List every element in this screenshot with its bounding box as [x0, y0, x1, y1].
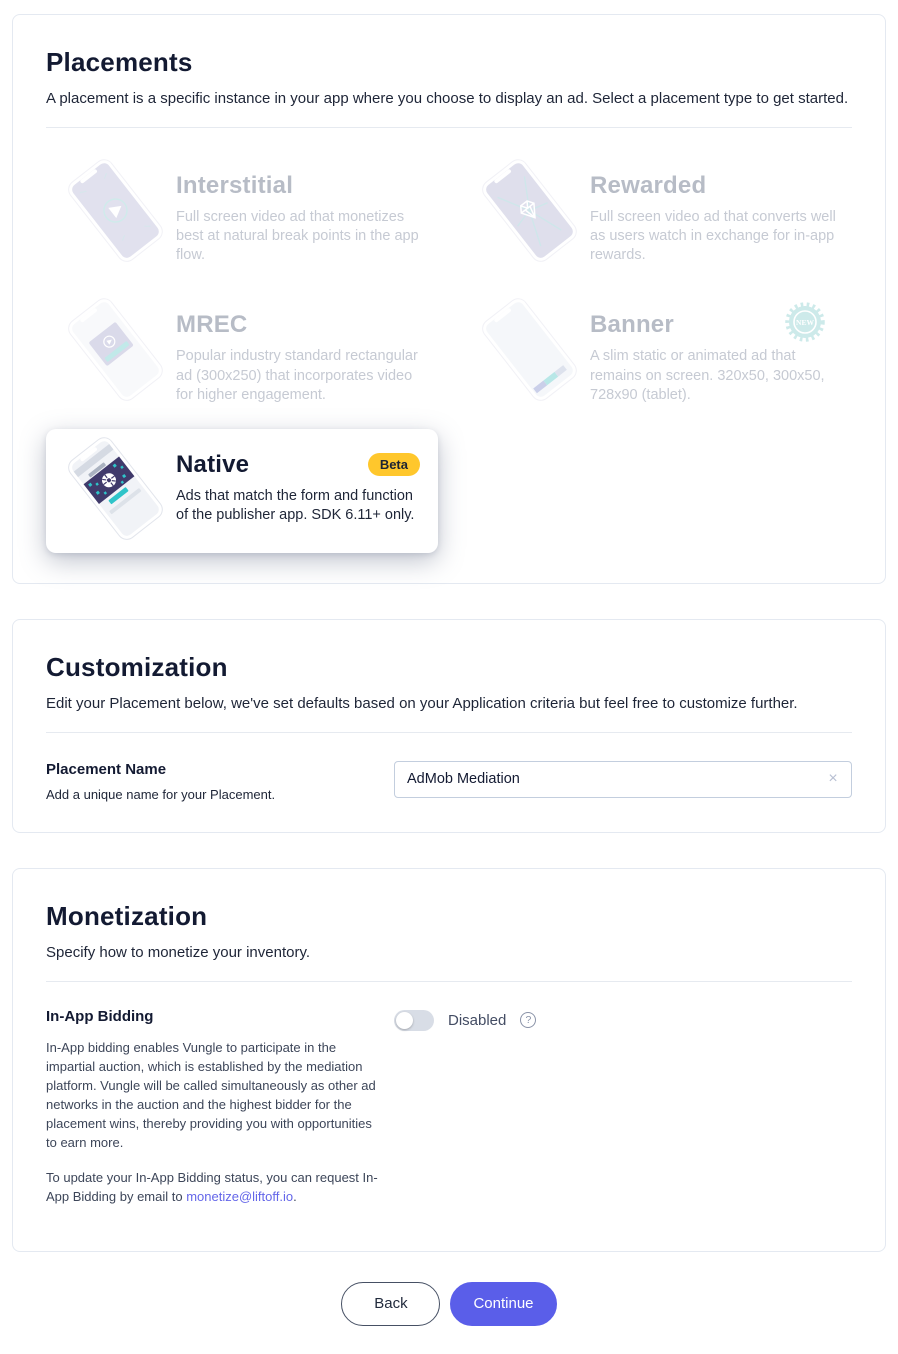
- beta-badge: Beta: [368, 453, 420, 476]
- in-app-bidding-toggle[interactable]: [394, 1010, 434, 1031]
- placement-option-description: Full screen video ad that monetizes best at natural break points in the app flow.: [176, 209, 419, 264]
- customization-card: [12, 619, 886, 833]
- interstitial-phone-icon: [58, 160, 176, 264]
- rewarded-phone-icon: [472, 160, 590, 264]
- native-phone-icon: [58, 439, 176, 543]
- placement-option-mrec[interactable]: [46, 289, 438, 414]
- banner-phone-icon: [472, 299, 590, 403]
- placement-option-title: Interstitial: [176, 172, 294, 199]
- in-app-bidding-state: Disabled: [448, 1011, 507, 1029]
- placements-card: [12, 14, 886, 584]
- back-button[interactable]: Back: [341, 1282, 440, 1326]
- placement-option-rewarded[interactable]: [460, 150, 852, 275]
- divider: [46, 981, 852, 982]
- placement-option-title: MREC: [176, 311, 248, 339]
- help-icon[interactable]: ?: [520, 1012, 536, 1028]
- placement-option-description: A slim static or animated ad that remains on screen. 320x50, 300x50, 728x90 (tablet).: [590, 348, 825, 403]
- placements-title: Placements: [46, 47, 193, 77]
- placement-option-title: Banner: [590, 311, 674, 339]
- placements-subtitle: A placement is a specific instance in your app where you choose to display an ad. Select a placement type to get started.: [46, 90, 849, 107]
- divider: [46, 732, 852, 733]
- in-app-bidding-request-text: [46, 1169, 378, 1207]
- divider: [46, 127, 852, 128]
- placement-option-interstitial[interactable]: [46, 150, 438, 275]
- monetization-subtitle: Specify how to monetize your inventory.: [46, 943, 311, 961]
- new-badge: [784, 301, 826, 348]
- placement-option-native[interactable]: [46, 429, 438, 553]
- placement-option-description: Full screen video ad that converts well as users watch in exchange for in-app rewards.: [590, 209, 836, 264]
- placement-name-input[interactable]: [394, 761, 852, 798]
- request-text: To update your In-App Bidding status, you can request In-App Bidding by email to: [46, 1169, 378, 1204]
- placement-option-title: Native: [176, 450, 250, 478]
- mrec-phone-icon: [58, 299, 176, 403]
- placement-name-label: Placement Name: [46, 760, 167, 778]
- placement-name-row: [46, 761, 852, 802]
- in-app-bidding-row: [46, 1008, 852, 1207]
- clear-input-icon[interactable]: ×: [828, 769, 838, 787]
- footer-actions: [0, 1282, 898, 1326]
- placement-option-banner[interactable]: [460, 289, 852, 414]
- continue-button[interactable]: Continue: [450, 1282, 556, 1326]
- placement-type-grid: [46, 150, 852, 553]
- customization-title: Customization: [46, 651, 228, 682]
- monetization-title: Monetization: [46, 900, 208, 931]
- placement-option-title: Rewarded: [590, 172, 707, 199]
- request-suffix: .: [293, 1188, 297, 1204]
- monetize-email-link[interactable]: monetize@liftoff.io: [186, 1188, 294, 1204]
- placement-option-description: Ads that match the form and function of the publisher app. SDK 6.11+ only.: [176, 487, 415, 523]
- customization-subtitle: Edit your Placement below, we've set defaults based on your Application criteria but feel free to customize further.: [46, 694, 798, 712]
- placement-name-help: Add a unique name for your Placement.: [46, 786, 276, 802]
- in-app-bidding-description: In-App bidding enables Vungle to participate in the impartial auction, which is established by the mediation platform. Vungle will be called simultaneously as other ad networks in the auction and the highest bidder for the placement wins, thereby providing you with opportunities to earn more.: [46, 1039, 376, 1150]
- toggle-knob: [396, 1012, 413, 1029]
- monetization-card: [12, 868, 886, 1252]
- svg-text:NEW: NEW: [796, 318, 814, 328]
- placement-option-description: Popular industry standard rectangular ad (300x250) that incorporates video for higher engagement.: [176, 348, 418, 403]
- in-app-bidding-label: In-App Bidding: [46, 1007, 154, 1025]
